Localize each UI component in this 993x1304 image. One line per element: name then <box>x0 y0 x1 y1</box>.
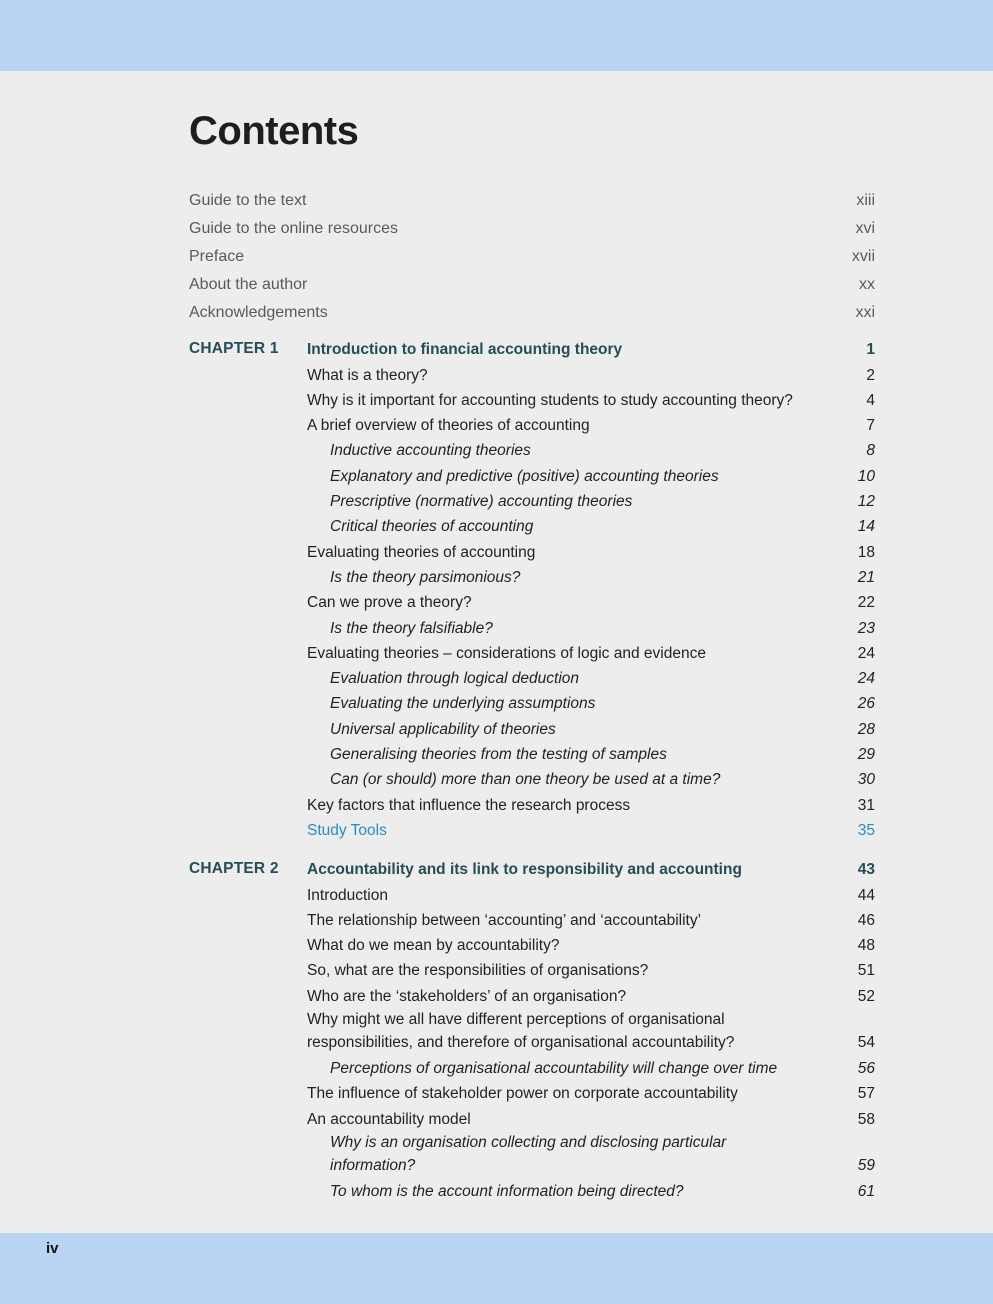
entry-title: Why is an organisation collecting and disclosing particular information? <box>330 1133 727 1174</box>
chapter-entries <box>307 856 875 1203</box>
entry-title: To whom is the account information being directed? <box>330 1182 684 1200</box>
entry-page: 29 <box>857 746 875 764</box>
entry-title: Who are the ‘stakeholders’ of an organisation? <box>307 987 627 1005</box>
entry-title: Prescriptive (normative) accounting theories <box>330 493 633 511</box>
toc-entry[interactable] <box>307 1080 875 1105</box>
entry-title: Why is it important for accounting students to study accounting theory? <box>307 391 793 409</box>
chapter-label: CHAPTER 2 <box>189 859 279 877</box>
toc-entry[interactable] <box>307 361 875 386</box>
toc-entry[interactable] <box>307 690 875 715</box>
entry-title: Accountability and its link to responsibility and accounting <box>307 861 742 879</box>
front-matter-item[interactable] <box>189 243 875 271</box>
entry-title: Guide to the text <box>189 192 307 209</box>
entry-title: Evaluation through logical deduction <box>330 670 580 688</box>
entry-title: Introduction to financial accounting theory <box>307 341 623 359</box>
toc-entry[interactable] <box>307 462 875 487</box>
entry-page: 24 <box>857 644 875 662</box>
entry-title: Explanatory and predictive (positive) accounting theories <box>330 467 719 485</box>
entry-page: xvi <box>855 220 875 237</box>
study-tools-link[interactable] <box>307 817 875 842</box>
entry-title: Acknowledgements <box>189 304 328 321</box>
entry-page: 46 <box>857 911 875 929</box>
entry-title: Is the theory falsifiable? <box>330 619 493 637</box>
entry-title: The influence of stakeholder power on corporate accountability <box>307 1085 738 1103</box>
entry-title: What do we mean by accountability? <box>307 937 560 955</box>
entry-page: xvii <box>851 248 875 265</box>
toc-entry[interactable] <box>307 387 875 412</box>
entry-title: Perceptions of organisational accountability will change over time <box>330 1060 778 1078</box>
toc-entry[interactable] <box>307 1008 875 1055</box>
toc-entry[interactable] <box>307 766 875 791</box>
entry-title: Evaluating the underlying assumptions <box>330 695 596 713</box>
toc-entry[interactable] <box>307 1131 875 1178</box>
entry-title: Universal applicability of theories <box>330 720 556 738</box>
chapter-label: CHAPTER 1 <box>189 340 279 357</box>
front-matter-item[interactable] <box>189 299 875 327</box>
entry-title: Can we prove a theory? <box>307 594 472 612</box>
entry-title: Study Tools <box>307 821 387 839</box>
entry-title: Critical theories of accounting <box>330 518 534 536</box>
entry-page: 26 <box>857 695 875 713</box>
entry-page: 31 <box>857 796 875 814</box>
entry-title: Is the theory parsimonious? <box>330 568 521 586</box>
toc-entry[interactable] <box>307 1178 875 1203</box>
toc-entry[interactable] <box>307 589 875 614</box>
entry-page: 35 <box>857 821 875 839</box>
entry-page: 1 <box>866 341 875 359</box>
entry-title: A brief overview of theories of accounting <box>307 417 590 435</box>
page-title: Contents <box>189 109 359 153</box>
toc-entry[interactable] <box>307 932 875 957</box>
entry-page: 30 <box>857 771 875 789</box>
entry-title: Key factors that influence the research process <box>307 796 631 814</box>
entry-page: 54 <box>857 1033 875 1051</box>
entry-page: 24 <box>857 670 875 688</box>
entry-title: Inductive accounting theories <box>330 442 531 460</box>
entry-page: 23 <box>857 619 875 637</box>
entry-page: 22 <box>857 594 875 612</box>
entry-page: 59 <box>857 1156 875 1174</box>
entry-title: So, what are the responsibilities of organisations? <box>307 962 649 980</box>
front-matter-item[interactable] <box>189 215 875 243</box>
entry-page: 51 <box>857 962 875 980</box>
toc-entry[interactable] <box>307 564 875 589</box>
entry-title: What is a theory? <box>307 366 428 384</box>
entry-page: xx <box>859 276 875 293</box>
entry-title: Evaluating theories – considerations of logic and evidence <box>307 644 706 662</box>
entry-title: Why might we all have different perceptions of organisational responsibilities, and therefore of organisational accountability? <box>307 1010 735 1051</box>
chapter-title-entry[interactable] <box>307 336 875 361</box>
chapter-title-entry[interactable] <box>307 856 875 881</box>
chapter-section <box>189 336 875 842</box>
chapter-section <box>189 856 875 1203</box>
toc-entry[interactable] <box>307 1105 875 1130</box>
toc-entry[interactable] <box>307 665 875 690</box>
toc-entry[interactable] <box>307 982 875 1007</box>
toc-entry[interactable] <box>307 715 875 740</box>
front-matter-item[interactable] <box>189 271 875 299</box>
contents-page <box>189 108 875 1203</box>
entry-page: 43 <box>857 861 875 879</box>
entry-page: 61 <box>857 1182 875 1200</box>
footer-band <box>0 1233 993 1304</box>
entry-page: xiii <box>856 192 875 209</box>
entry-title: Evaluating theories of accounting <box>307 543 536 561</box>
entry-page: 12 <box>857 493 875 511</box>
toc-entry[interactable] <box>307 614 875 639</box>
chapter-entries <box>307 336 875 842</box>
page-number: iv <box>46 1240 59 1257</box>
toc-entry[interactable] <box>307 513 875 538</box>
entry-title: The relationship between ‘accounting’ and ‘accountability’ <box>307 911 702 929</box>
entry-title: Guide to the online resources <box>189 220 399 237</box>
entry-page: xxi <box>855 304 875 321</box>
entry-title: Can (or should) more than one theory be used at a time? <box>330 771 721 789</box>
chapter-list <box>189 336 875 1203</box>
entry-title: Introduction <box>307 886 388 904</box>
entry-page: 57 <box>857 1085 875 1103</box>
toc-entry[interactable] <box>307 437 875 462</box>
header-band <box>0 0 993 71</box>
toc-entry[interactable] <box>307 957 875 982</box>
entry-title: An accountability model <box>307 1110 471 1128</box>
entry-title: About the author <box>189 276 308 293</box>
toc-entry[interactable] <box>307 881 875 906</box>
toc-entry[interactable] <box>307 741 875 766</box>
entry-title: Preface <box>189 248 245 265</box>
toc-entry[interactable] <box>307 1055 875 1080</box>
toc-entry[interactable] <box>307 640 875 665</box>
entry-page: 18 <box>857 543 875 561</box>
entry-page: 2 <box>866 366 875 384</box>
entry-page: 21 <box>857 568 875 586</box>
entry-page: 14 <box>857 518 875 536</box>
toc-entry[interactable] <box>307 538 875 563</box>
entry-page: 44 <box>857 886 875 904</box>
entry-page: 10 <box>857 467 875 485</box>
entry-page: 4 <box>866 391 875 409</box>
toc-entry[interactable] <box>307 907 875 932</box>
entry-page: 52 <box>857 987 875 1005</box>
entry-page: 7 <box>866 417 875 435</box>
toc-entry[interactable] <box>307 791 875 816</box>
entry-title: Generalising theories from the testing of samples <box>330 746 667 764</box>
entry-page: 28 <box>857 720 875 738</box>
entry-page: 48 <box>857 937 875 955</box>
toc-entry[interactable] <box>307 488 875 513</box>
entry-page: 8 <box>866 442 875 460</box>
entry-page: 58 <box>857 1110 875 1128</box>
entry-page: 56 <box>857 1060 875 1078</box>
front-matter-item[interactable] <box>189 187 875 215</box>
front-matter-list <box>189 187 875 327</box>
toc-entry[interactable] <box>307 412 875 437</box>
